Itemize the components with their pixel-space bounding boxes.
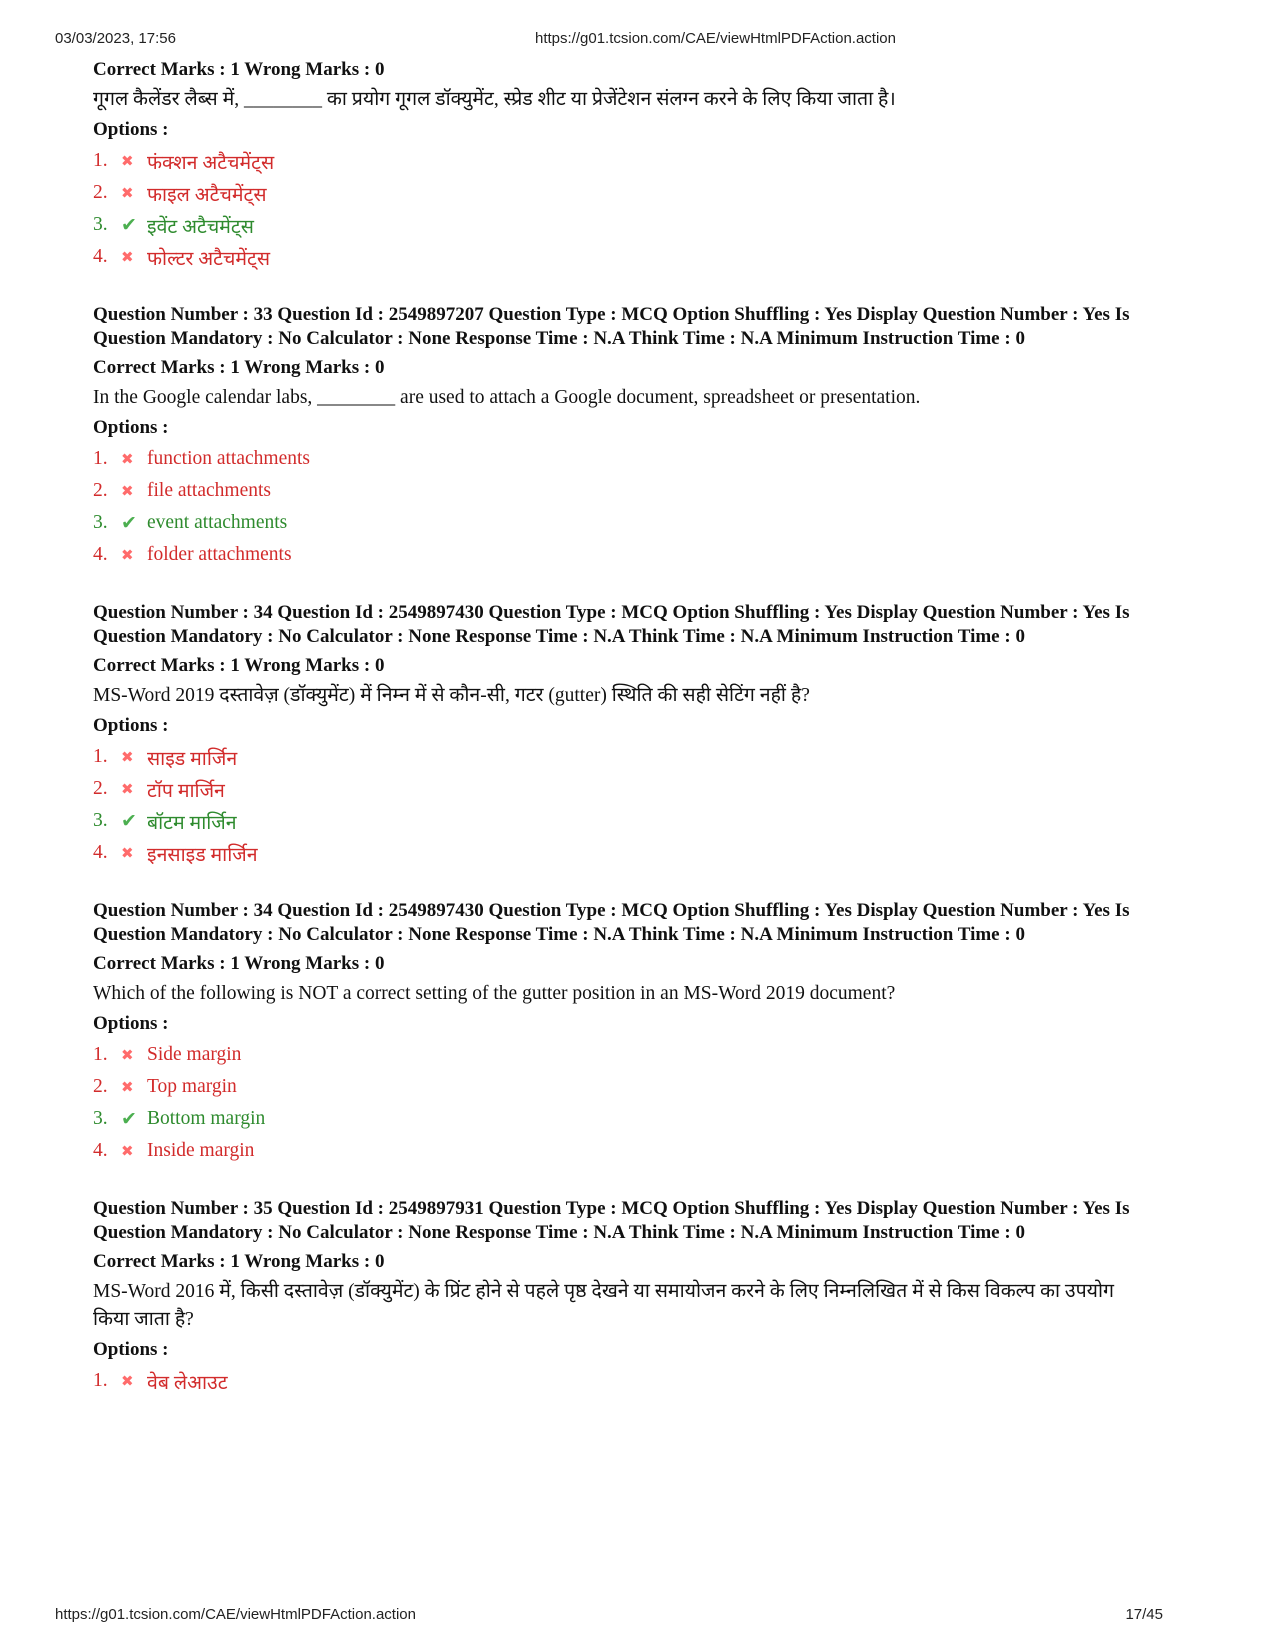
question-meta: Question Number : 34 Question Id : 2549897430 Question Type : MCQ Option Shuffling : Yes Display Question Number : Yes Is Question Mandatory : No Calculator : None Response Time : N.A Think Time : N.A Minimum Instruction Time : 0 bbox=[93, 602, 1130, 647]
option-text: फंक्शन अटैचमेंट्स bbox=[147, 152, 275, 174]
option-number: 2. bbox=[93, 778, 108, 799]
option-text: बॉटम मार्जिन bbox=[147, 812, 237, 834]
option-text: इवेंट अटैचमेंट्स bbox=[147, 216, 254, 238]
option-number: 1. bbox=[93, 150, 108, 171]
option-text: Bottom margin bbox=[147, 1108, 266, 1129]
option-number: 4. bbox=[93, 1140, 108, 1161]
options-label: Options : bbox=[93, 119, 169, 140]
option-item bbox=[93, 241, 1133, 273]
page-number: 17/45 bbox=[1125, 1606, 1163, 1623]
cross-icon: ✖ bbox=[121, 547, 134, 564]
option-number: 4. bbox=[93, 246, 108, 267]
option-item bbox=[93, 1103, 1133, 1135]
option-number: 3. bbox=[93, 810, 108, 831]
check-icon: ✔ bbox=[121, 214, 137, 236]
option-number: 4. bbox=[93, 842, 108, 863]
question-text: Which of the following is NOT a correct setting of the gutter position in an MS-Word 2019 document? bbox=[93, 983, 896, 1004]
question-block bbox=[93, 1197, 1133, 1397]
question-marks: Correct Marks : 1 Wrong Marks : 0 bbox=[93, 59, 385, 80]
question-block bbox=[93, 303, 1133, 571]
option-text: function attachments bbox=[147, 448, 310, 469]
cross-icon: ✖ bbox=[121, 749, 134, 766]
option-text: Side margin bbox=[147, 1044, 242, 1065]
question-block bbox=[93, 58, 1133, 273]
option-number: 1. bbox=[93, 1044, 108, 1065]
question-text: MS-Word 2019 दस्तावेज़ (डॉक्युमेंट) में निम्न में से कौन-सी, गटर (gutter) स्थिति की सही सेटिंग नहीं है? bbox=[93, 685, 810, 706]
options-label: Options : bbox=[93, 715, 169, 736]
question-block bbox=[93, 601, 1133, 869]
option-text: साइड मार्जिन bbox=[147, 748, 238, 770]
question-marks: Correct Marks : 1 Wrong Marks : 0 bbox=[93, 953, 385, 974]
option-item bbox=[93, 805, 1133, 837]
question-text: MS-Word 2016 में, किसी दस्तावेज़ (डॉक्युमेंट) के प्रिंट होने से पहले पृष्ठ देखने या समायोजन करने के लिए निम्नलिखित में से किस विकल्प का उपयोग किया जाता है? bbox=[93, 1281, 1114, 1330]
option-number: 2. bbox=[93, 480, 108, 501]
question-text: In the Google calendar labs, ________ are used to attach a Google document, spreadsheet or presentation. bbox=[93, 387, 921, 408]
check-icon: ✔ bbox=[121, 1108, 137, 1130]
check-icon: ✔ bbox=[121, 810, 137, 832]
option-text: folder attachments bbox=[147, 544, 292, 565]
cross-icon: ✖ bbox=[121, 1079, 134, 1096]
question-meta: Question Number : 35 Question Id : 2549897931 Question Type : MCQ Option Shuffling : Yes Display Question Number : Yes Is Question Mandatory : No Calculator : None Response Time : N.A Think Time : N.A Minimum Instruction Time : 0 bbox=[93, 1198, 1130, 1243]
option-item bbox=[93, 443, 1133, 475]
cross-icon: ✖ bbox=[121, 845, 134, 862]
question-marks: Correct Marks : 1 Wrong Marks : 0 bbox=[93, 357, 385, 378]
options-label: Options : bbox=[93, 1013, 169, 1034]
cross-icon: ✖ bbox=[121, 1047, 134, 1064]
option-item bbox=[93, 1039, 1133, 1071]
option-text: Inside margin bbox=[147, 1140, 255, 1161]
option-number: 4. bbox=[93, 544, 108, 565]
footer-url[interactable]: https://g01.tcsion.com/CAE/viewHtmlPDFAction.action bbox=[55, 1606, 416, 1623]
option-text: फोल्टर अटैचमेंट्स bbox=[147, 248, 271, 270]
question-meta: Question Number : 34 Question Id : 2549897430 Question Type : MCQ Option Shuffling : Yes Display Question Number : Yes Is Question Mandatory : No Calculator : None Response Time : N.A Think Time : N.A Minimum Instruction Time : 0 bbox=[93, 900, 1130, 945]
options-label: Options : bbox=[93, 417, 169, 438]
question-block bbox=[93, 899, 1133, 1167]
options-label: Options : bbox=[93, 1339, 169, 1360]
option-item bbox=[93, 145, 1133, 177]
option-item bbox=[93, 177, 1133, 209]
option-number: 3. bbox=[93, 214, 108, 235]
cross-icon: ✖ bbox=[121, 781, 134, 798]
option-item bbox=[93, 507, 1133, 539]
option-number: 2. bbox=[93, 182, 108, 203]
option-number: 1. bbox=[93, 448, 108, 469]
cross-icon: ✖ bbox=[121, 249, 134, 266]
option-item bbox=[93, 741, 1133, 773]
option-number: 2. bbox=[93, 1076, 108, 1097]
option-number: 1. bbox=[93, 746, 108, 767]
check-icon: ✔ bbox=[121, 512, 137, 534]
option-number: 3. bbox=[93, 1108, 108, 1129]
option-text: टॉप मार्जिन bbox=[147, 780, 225, 802]
option-item bbox=[93, 1135, 1133, 1167]
print-url[interactable]: https://g01.tcsion.com/CAE/viewHtmlPDFAction.action bbox=[535, 30, 896, 47]
option-item bbox=[93, 837, 1133, 869]
print-header bbox=[0, 30, 1275, 50]
option-text: इनसाइड मार्जिन bbox=[147, 844, 258, 866]
option-item bbox=[93, 773, 1133, 805]
option-item bbox=[93, 539, 1133, 571]
cross-icon: ✖ bbox=[121, 185, 134, 202]
option-item bbox=[93, 1365, 1133, 1397]
option-item bbox=[93, 475, 1133, 507]
question-text: गूगल कैलेंडर लैब्स में, ________ का प्रयोग गूगल डॉक्युमेंट, स्प्रेड शीट या प्रेजेंटेशन संलग्न करने के लिए किया जाता है। bbox=[93, 89, 896, 110]
cross-icon: ✖ bbox=[121, 1143, 134, 1160]
cross-icon: ✖ bbox=[121, 451, 134, 468]
cross-icon: ✖ bbox=[121, 1373, 134, 1390]
question-meta: Question Number : 33 Question Id : 2549897207 Question Type : MCQ Option Shuffling : Yes Display Question Number : Yes Is Question Mandatory : No Calculator : None Response Time : N.A Think Time : N.A Minimum Instruction Time : 0 bbox=[93, 304, 1130, 349]
option-item bbox=[93, 1071, 1133, 1103]
question-marks: Correct Marks : 1 Wrong Marks : 0 bbox=[93, 655, 385, 676]
cross-icon: ✖ bbox=[121, 153, 134, 170]
print-datetime: 03/03/2023, 17:56 bbox=[55, 30, 176, 47]
option-text: event attachments bbox=[147, 512, 288, 533]
option-text: file attachments bbox=[147, 480, 271, 501]
question-marks: Correct Marks : 1 Wrong Marks : 0 bbox=[93, 1251, 385, 1272]
option-text: फाइल अटैचमेंट्स bbox=[147, 184, 267, 206]
print-footer bbox=[0, 1606, 1275, 1626]
option-number: 1. bbox=[93, 1370, 108, 1391]
option-text: Top margin bbox=[147, 1076, 237, 1097]
option-number: 3. bbox=[93, 512, 108, 533]
cross-icon: ✖ bbox=[121, 483, 134, 500]
question-list bbox=[93, 58, 1133, 1427]
option-text: वेब लेआउट bbox=[147, 1372, 228, 1394]
option-item bbox=[93, 209, 1133, 241]
